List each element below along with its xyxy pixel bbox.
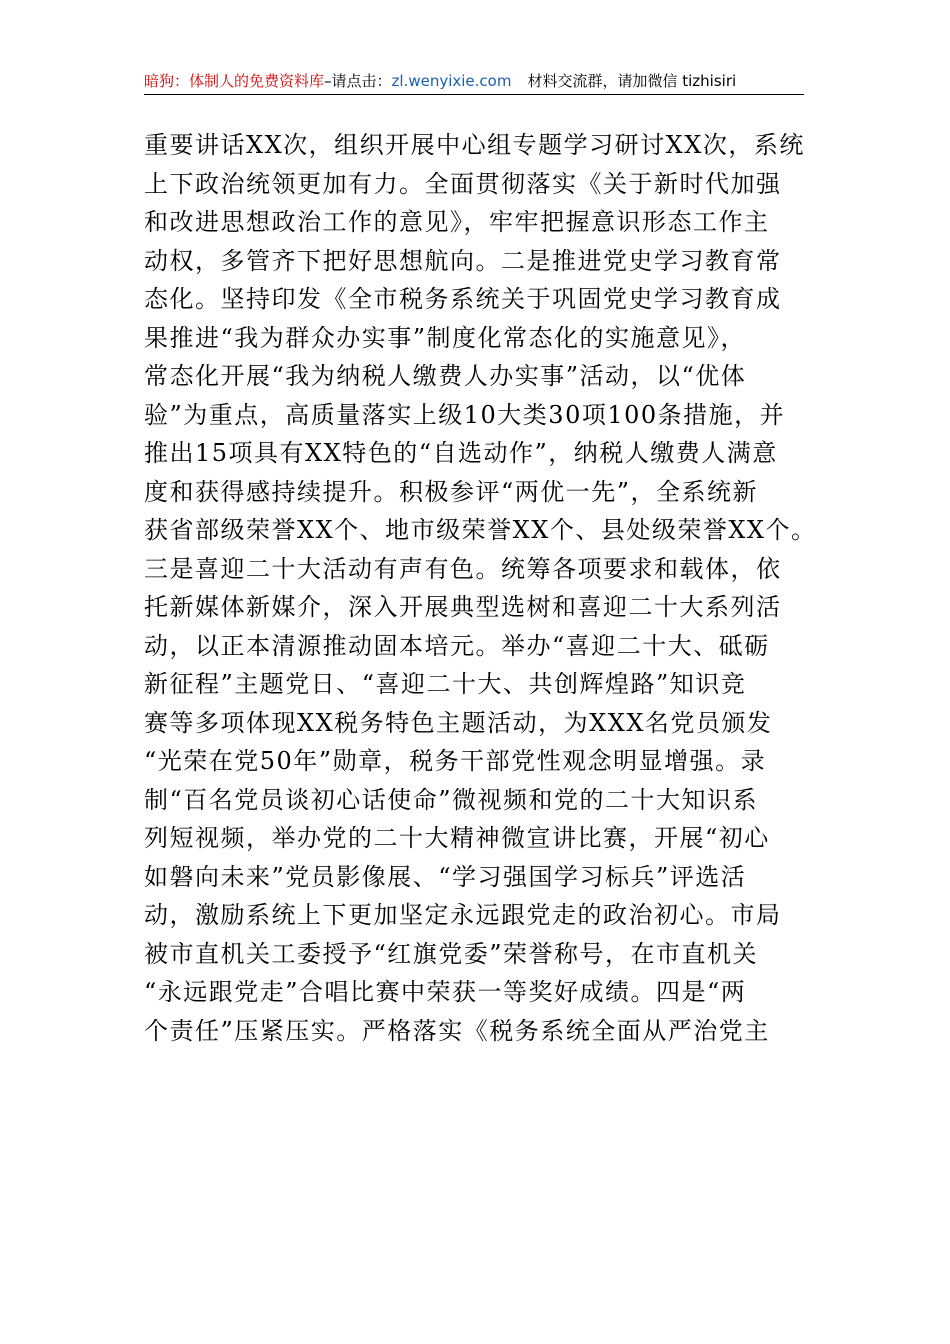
body-line: 常态化开展“我为纳税人缴费人办实事”活动，以“优体 bbox=[144, 362, 747, 390]
header-url-link[interactable]: zl.wenyixie.com bbox=[391, 72, 512, 90]
body-line: 制“百名党员谈初心话使命”微视频和党的二十大知识系 bbox=[144, 785, 759, 814]
body-line: 如磐向未来”党员影像展、“学习强国学习标兵”评选活 bbox=[144, 862, 747, 891]
body-line: 托新媒体新媒介，深入开展典型选树和喜迎二十大系列活 bbox=[144, 593, 782, 621]
page-header bbox=[144, 68, 804, 95]
body-line: 度和获得感持续提升。积极参评“两优一先”，全系统新 bbox=[144, 477, 759, 506]
body-line: 态化。坚持印发《全市税务系统关于巩固党史学习教育成 bbox=[144, 285, 782, 313]
body-line: 动，激励系统上下更加坚定永远跟党走的政治初心。市局 bbox=[144, 901, 782, 929]
body-line: “永远跟党走”合唱比赛中荣获一等奖好成绩。四是“两 bbox=[144, 978, 747, 1006]
body-text bbox=[144, 126, 844, 1050]
body-line: 个责任”压紧压实。严格落实《税务系统全面从严治党主 bbox=[144, 1016, 770, 1045]
body-line: 新征程”主题党日、“喜迎二十大、共创辉煌路”知识竞 bbox=[144, 670, 747, 698]
body-line: 被市直机关工委授予“红旗党委”荣誉称号，在市直机关 bbox=[144, 939, 759, 968]
header-wechat-note: 材料交流群，请加微信 tizhisiri bbox=[527, 72, 737, 90]
header-click-prompt: –请点击： bbox=[324, 72, 392, 90]
body-line: 果推进“我为群众办实事”制度化常态化的实施意见》， bbox=[144, 323, 747, 352]
body-line: 和改进思想政治工作的意见》，牢牢把握意识形态工作主 bbox=[144, 208, 770, 236]
body-line: “光荣在党50年”勋章，税务干部党性观念明显增强。录 bbox=[144, 747, 767, 775]
header-site-name: 暗狗：体制人的免费资料库 bbox=[144, 72, 325, 90]
body-line: 赛等多项体现XX税务特色主题活动，为XXX名党员颁发 bbox=[144, 708, 773, 737]
body-line: 三是喜迎二十大活动有声有色。统筹各项要求和载体，依 bbox=[144, 554, 782, 583]
body-line: 上下政治统领更加有力。全面贯彻落实《关于新时代加强 bbox=[144, 169, 782, 198]
body-line: 推出15项具有XX特色的“自选动作”，纳税人缴费人满意 bbox=[144, 439, 778, 467]
body-line: 验”为重点，高质量落实上级10大类30项100条措施，并 bbox=[144, 400, 786, 429]
body-line: 列短视频，举办党的二十大精神微宣讲比赛，开展“初心 bbox=[144, 824, 770, 852]
body-line: 动权，多管齐下把好思想航向。二是推进党史学习教育常 bbox=[144, 246, 782, 275]
body-line: 重要讲话XX次，组织开展中心组专题学习研讨XX次，系统 bbox=[144, 131, 805, 159]
body-line: 获省部级荣誉XX个、地市级荣誉XX个、县处级荣誉XX个。 bbox=[144, 516, 817, 544]
body-line: 动，以正本清源推动固本培元。举办“喜迎二十大、砥砺 bbox=[144, 631, 770, 660]
